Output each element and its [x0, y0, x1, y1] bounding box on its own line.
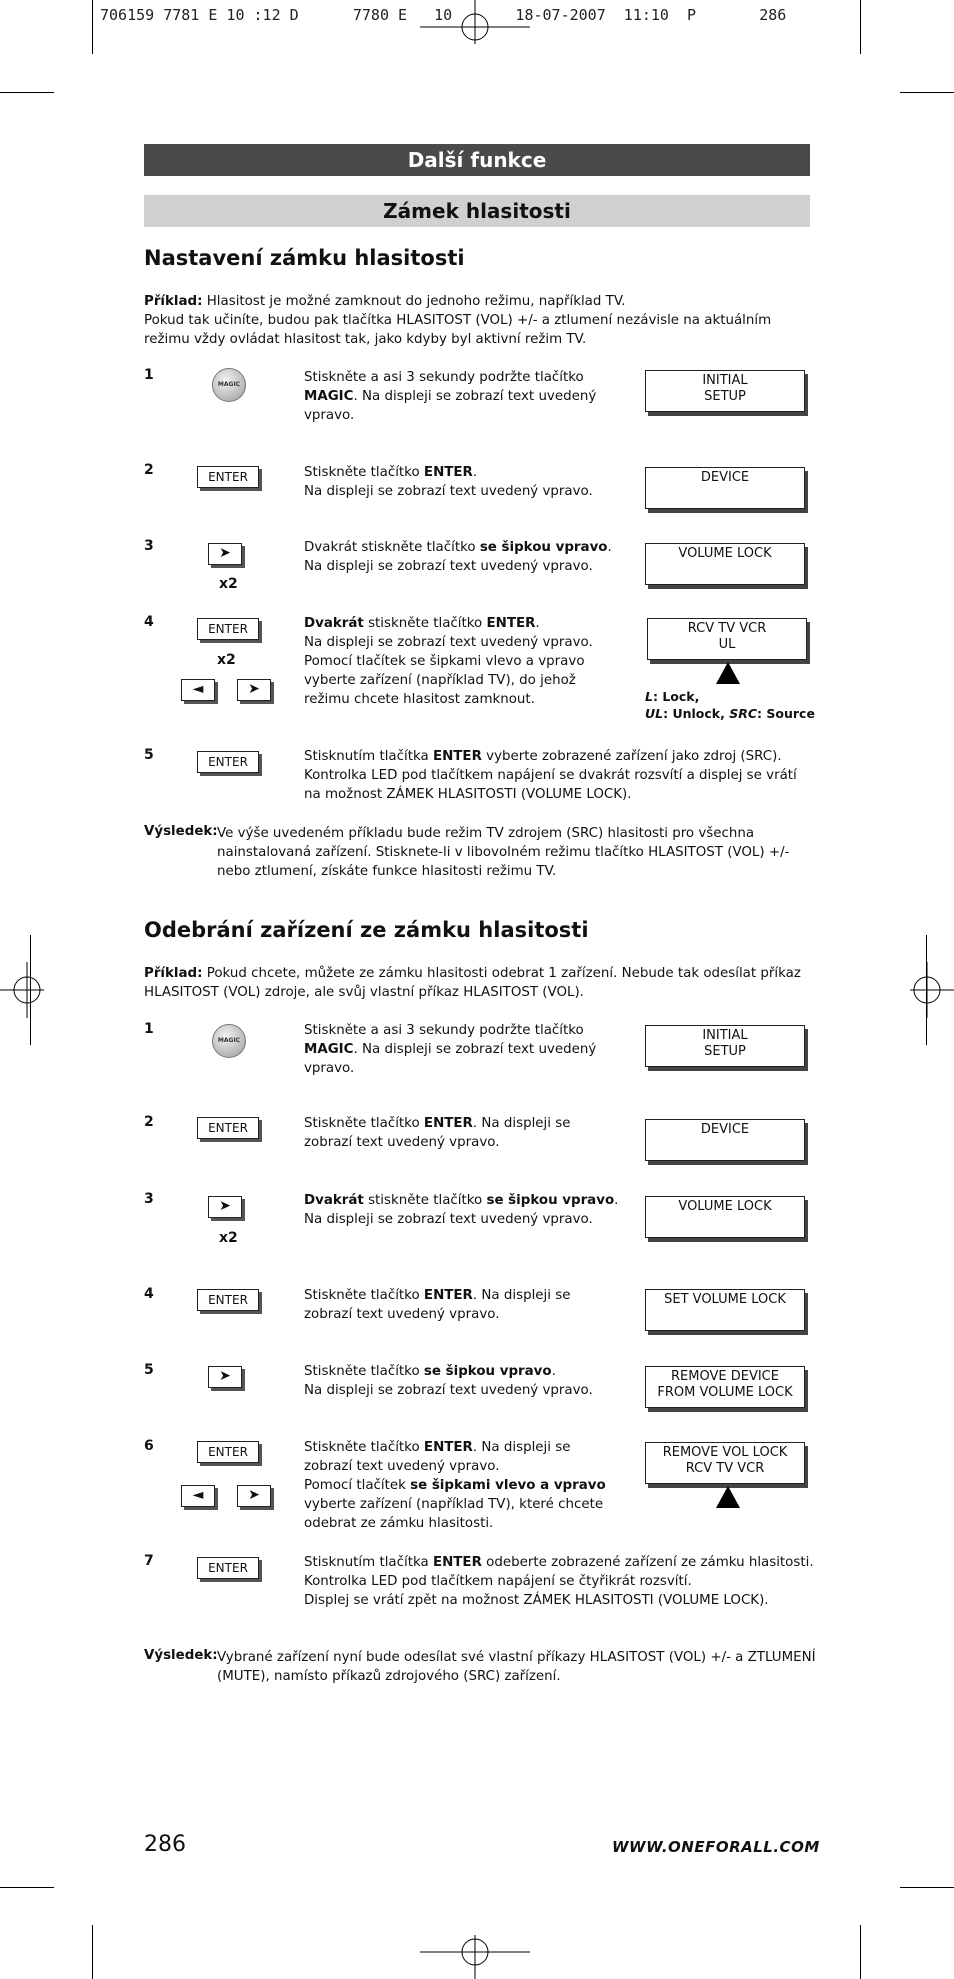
step-number: 2 — [144, 462, 154, 478]
lcd-display: REMOVE DEVICE FROM VOLUME LOCK — [645, 1366, 805, 1408]
crop-mark — [0, 92, 54, 93]
example-text: Hlasitost je možné zamknout do jednoho režimu, například TV. — [202, 294, 626, 309]
step-number: 4 — [144, 1286, 154, 1302]
magic-button-icon: MAGIC — [212, 1024, 246, 1058]
step-number: 3 — [144, 538, 154, 554]
lcd-display: DEVICE — [645, 1119, 805, 1161]
lcd-display: SET VOLUME LOCK — [645, 1289, 805, 1331]
step-number: 2 — [144, 1114, 154, 1130]
crop-mark — [0, 1887, 54, 1888]
repeat-count: x2 — [217, 652, 236, 668]
arrow-right-button-icon: ➤ — [237, 1485, 271, 1507]
step-number: 1 — [144, 1021, 154, 1037]
pointer-triangle-icon — [716, 662, 740, 684]
enter-button-icon: ENTER — [197, 1289, 259, 1311]
arrow-right-button-icon: ➤ — [237, 679, 271, 701]
step-text: Dvakrát stiskněte tlačítko ENTER. Na displeji se zobrazí text uvedený vpravo. Pomocí tlačítek se šipkami vlevo a vpravo vyberte zařízení (například TV), do jehož režimu chcete hlasitost zamknout. — [304, 616, 593, 707]
step-number: 6 — [144, 1438, 154, 1454]
enter-button-icon: ENTER — [197, 1117, 259, 1139]
magic-button-icon: MAGIC — [212, 368, 246, 402]
arrow-left-button-icon: ◄ — [181, 679, 215, 701]
website-url: WWW.ONEFORALL.COM — [612, 1838, 820, 1856]
crop-mark — [860, 1925, 861, 1979]
lcd-display: INITIAL SETUP — [645, 370, 805, 412]
pointer-triangle-icon — [716, 1486, 740, 1508]
result-text: Ve výše uvedeném příkladu bude režim TV zdrojem (SRC) hlasitosti pro všechna nainstalovaná zařízení. Stisknete-li v libovolném režimu tlačítko HLASITOST (VOL) +/- nebo ztlumení, získáte funkce hlasitosti režimu TV. — [217, 826, 790, 879]
step-text: Dvakrát stiskněte tlačítko se šipkou vpravo. Na displeji se zobrazí text uvedený vpravo. — [304, 1193, 619, 1227]
section2-title: Odebrání zařízení ze zámku hlasitosti — [144, 918, 589, 942]
step-text: Stisknutím tlačítka ENTER odeberte zobrazené zařízení ze zámku hlasitosti. Kontrolka LED pod tlačítkem napájení se čtyřikrát rozsvítí. Displej se vrátí zpět na možnost ZÁMEK HLASITOSTI (VOLUME LOCK). — [304, 1555, 814, 1608]
result-label: Výsledek: — [144, 1648, 218, 1663]
example-text: Pokud chcete, můžete ze zámku hlasitosti odebrat 1 zařízení. Nebude tak odesílat příkaz — [202, 966, 801, 981]
lcd-display: VOLUME LOCK — [645, 1196, 805, 1238]
chapter-title: Další funkce — [144, 144, 810, 176]
arrow-right-button-icon: ➤ — [208, 543, 242, 565]
enter-button-icon: ENTER — [197, 466, 259, 488]
step-text: Stiskněte tlačítko ENTER. Na displeji se zobrazí text uvedený vpravo. — [304, 1116, 571, 1150]
arrow-right-button-icon: ➤ — [208, 1366, 242, 1388]
section-banner: Zámek hlasitosti — [144, 195, 810, 227]
section1-intro — [144, 292, 824, 349]
example-label: Příklad: — [144, 294, 203, 309]
registration-mark-icon — [0, 962, 44, 1018]
lcd-display: DEVICE — [645, 467, 805, 509]
step-text: Stiskněte tlačítko ENTER. Na displeji se zobrazí text uvedený vpravo. Pomocí tlačítek se šipkami vlevo a vpravo vyberte zařízení (například TV), které chcete odebrat ze zámku hlasitosti. — [304, 1440, 606, 1531]
step-number: 5 — [144, 1362, 154, 1378]
section2-intro — [144, 964, 824, 1002]
display-legend: L: Lock, UL: Unlock, SRC: Source — [645, 689, 815, 721]
lcd-display: INITIAL SETUP — [645, 1025, 805, 1067]
repeat-count: x2 — [219, 576, 238, 592]
registration-mark-icon — [420, 0, 530, 44]
lcd-display: VOLUME LOCK — [645, 543, 805, 585]
step-text: Stiskněte a asi 3 sekundy podržte tlačítko MAGIC. Na displeji se zobrazí text uvedený vpravo. — [304, 1023, 597, 1076]
example-label: Příklad: — [144, 966, 203, 981]
crop-mark — [900, 1887, 954, 1888]
enter-button-icon: ENTER — [197, 1441, 259, 1463]
repeat-count: x2 — [219, 1230, 238, 1246]
lcd-display: RCV TV VCR UL — [647, 618, 807, 660]
intro-line: Pokud tak učiníte, budou pak tlačítka HLASITOST (VOL) +/- a ztlumení nezávisle na aktuálním — [144, 313, 772, 328]
crop-mark — [92, 0, 93, 54]
result-text: Vybrané zařízení nyní bude odesílat své vlastní příkazy HLASITOST (VOL) +/- a ZTLUMENÍ (MUTE), namísto příkazů zdrojového (SRC) zařízení. — [217, 1650, 816, 1684]
enter-button-icon: ENTER — [197, 618, 259, 640]
crop-mark — [900, 92, 954, 93]
step-text: Stisknutím tlačítka ENTER vyberte zobrazené zařízení jako zdroj (SRC). Kontrolka LED pod tlačítkem napájení se dvakrát rozsvítí a displej se vrátí na možnost ZÁMEK HLASITOSTI (VOLUME LOCK). — [304, 749, 797, 802]
step-text: Stiskněte tlačítko se šipkou vpravo. Na displeji se zobrazí text uvedený vpravo. — [304, 1364, 593, 1398]
step-number: 7 — [144, 1553, 154, 1569]
step-number: 5 — [144, 747, 154, 763]
enter-button-icon: ENTER — [197, 1557, 259, 1579]
step-number: 1 — [144, 367, 154, 383]
step-text: Dvakrát stiskněte tlačítko se šipkou vpravo. Na displeji se zobrazí text uvedený vpravo. — [304, 540, 612, 574]
print-header: 706159 7781 E 10 :12 D 7780 E 10 18-07-2007 11:10 P 286 — [100, 6, 787, 24]
registration-mark-icon — [420, 1935, 530, 1979]
result-label: Výsledek: — [144, 824, 218, 839]
intro-line: HLASITOST (VOL) zdroje, ale svůj vlastní příkaz HLASITOST (VOL). — [144, 985, 584, 1000]
section1-title: Nastavení zámku hlasitosti — [144, 246, 465, 270]
step-number: 3 — [144, 1191, 154, 1207]
enter-button-icon: ENTER — [197, 751, 259, 773]
page-number: 286 — [144, 1832, 186, 1857]
step-number: 4 — [144, 614, 154, 630]
step-text: Stiskněte tlačítko ENTER. Na displeji se zobrazí text uvedený vpravo. — [304, 465, 593, 499]
arrow-left-button-icon: ◄ — [181, 1485, 215, 1507]
arrow-right-button-icon: ➤ — [208, 1196, 242, 1218]
lcd-display: REMOVE VOL LOCK RCV TV VCR — [645, 1442, 805, 1484]
crop-mark — [92, 1925, 93, 1979]
step-text: Stiskněte a asi 3 sekundy podržte tlačítko MAGIC. Na displeji se zobrazí text uvedený vpravo. — [304, 370, 597, 423]
step-text: Stiskněte tlačítko ENTER. Na displeji se zobrazí text uvedený vpravo. — [304, 1288, 571, 1322]
intro-line: režimu vždy ovládat hlasitost tak, jako kdyby byl aktivní režim TV. — [144, 332, 587, 347]
crop-mark — [860, 0, 861, 54]
registration-mark-icon — [910, 962, 954, 1018]
